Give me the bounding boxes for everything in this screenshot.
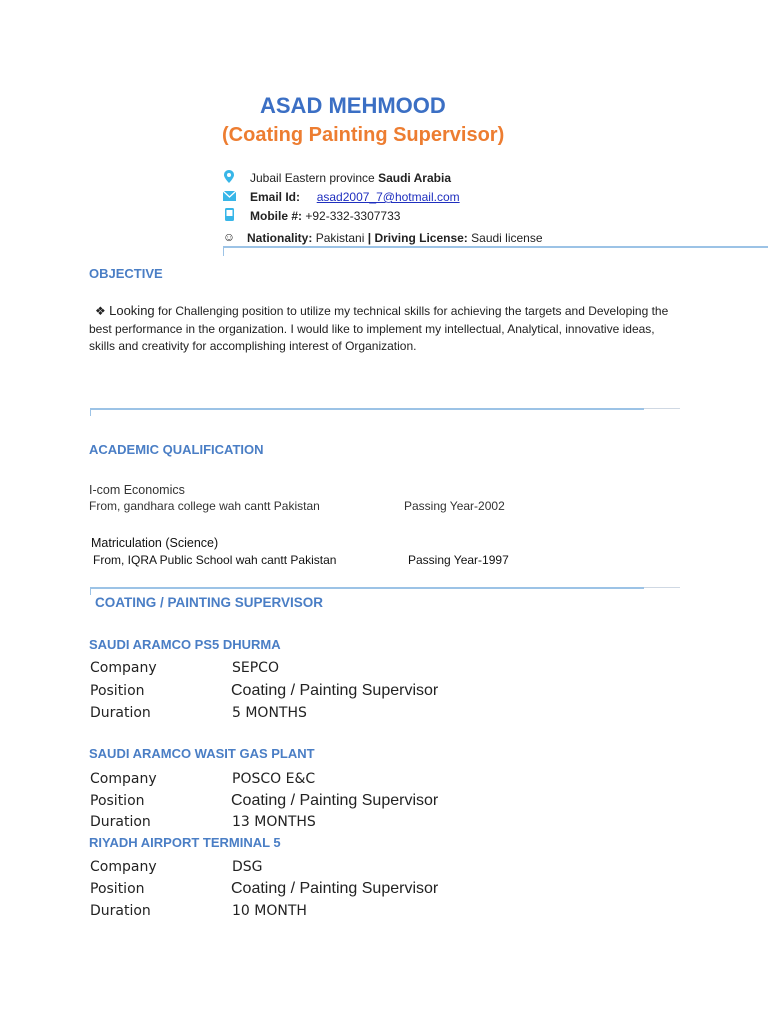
position-value: Coating / Painting Supervisor bbox=[231, 880, 439, 897]
objective-heading: OBJECTIVE bbox=[89, 266, 163, 281]
duration-value: 13 MONTHS bbox=[232, 814, 316, 830]
qualification-title: I-com Economics bbox=[89, 483, 185, 497]
duration-label: Duration bbox=[90, 814, 151, 830]
company-value: POSCO E&C bbox=[232, 771, 316, 787]
envelope-icon bbox=[222, 189, 236, 204]
job-project: SAUDI ARAMCO PS5 DHURMA bbox=[89, 637, 281, 652]
qualification-year: Passing Year-2002 bbox=[404, 499, 505, 513]
nationality-separator: | bbox=[367, 231, 372, 245]
objective-divider-tick bbox=[90, 408, 91, 416]
experience-heading: COATING / PAINTING SUPERVISOR bbox=[95, 595, 324, 610]
candidate-title: (Coating Painting Supervisor) bbox=[222, 124, 505, 146]
email-label: Email Id: bbox=[250, 190, 301, 204]
objective-divider bbox=[90, 408, 644, 410]
location-text: Jubail Eastern province bbox=[250, 171, 379, 185]
company-label: Company bbox=[90, 660, 157, 676]
license-value: Saudi license bbox=[471, 231, 543, 245]
position-label: Position bbox=[90, 793, 145, 809]
company-label: Company bbox=[90, 771, 157, 787]
objective-bullet-icon: ❖ bbox=[95, 304, 106, 318]
academic-divider-tail bbox=[644, 587, 680, 588]
nationality-value: Pakistani bbox=[315, 231, 365, 245]
objective-first-word: Looking bbox=[109, 303, 155, 318]
objective-text: for Challenging position to utilize my technical skills for achieving the targets and Developing the best performance in the organization. I would like to implement my intellectual, Analytical, innovative ideas, skills and creativity for accomplishing interest of Organization. bbox=[89, 304, 669, 353]
location-country: Saudi Arabia bbox=[378, 171, 451, 185]
email-link[interactable]: asad2007_7@hotmail.com bbox=[316, 190, 460, 204]
qualification-year: Passing Year-1997 bbox=[408, 553, 509, 567]
objective-divider-tail bbox=[644, 408, 680, 409]
position-label: Position bbox=[90, 881, 145, 897]
company-value: SEPCO bbox=[232, 660, 279, 676]
location-pin-icon bbox=[222, 170, 236, 186]
company-label: Company bbox=[90, 859, 157, 875]
duration-label: Duration bbox=[90, 705, 151, 721]
mobile-number: +92-332-3307733 bbox=[305, 209, 401, 223]
academic-divider bbox=[90, 587, 644, 589]
position-value: Coating / Painting Supervisor bbox=[231, 682, 439, 699]
qualification-title: Matriculation (Science) bbox=[91, 536, 219, 550]
smiley-icon: ☺ bbox=[222, 230, 236, 244]
qualification-institute: From, gandhara college wah cantt Pakistan bbox=[89, 499, 320, 513]
mobile-phone-icon bbox=[222, 208, 236, 224]
duration-value: 10 MONTH bbox=[232, 903, 307, 919]
position-value: Coating / Painting Supervisor bbox=[231, 792, 439, 809]
company-value: DSG bbox=[232, 859, 263, 875]
license-label: Driving License: bbox=[374, 231, 468, 245]
job-project: RIYADH AIRPORT TERMINAL 5 bbox=[89, 835, 281, 850]
objective-paragraph bbox=[89, 302, 669, 356]
mobile-label: Mobile #: bbox=[250, 209, 303, 223]
candidate-name: ASAD MEHMOOD bbox=[260, 93, 446, 118]
academic-divider-tick bbox=[90, 587, 91, 595]
position-label: Position bbox=[90, 683, 145, 699]
nationality-label: Nationality: bbox=[247, 231, 313, 245]
job-project: SAUDI ARAMCO WASIT GAS PLANT bbox=[89, 746, 315, 761]
academic-heading: ACADEMIC QUALIFICATION bbox=[89, 442, 264, 457]
duration-value: 5 MONTHS bbox=[232, 705, 307, 721]
duration-label: Duration bbox=[90, 903, 151, 919]
qualification-institute: From, IQRA Public School wah cantt Pakistan bbox=[93, 553, 337, 567]
header-divider-tick bbox=[223, 246, 224, 256]
header-divider bbox=[223, 246, 768, 248]
